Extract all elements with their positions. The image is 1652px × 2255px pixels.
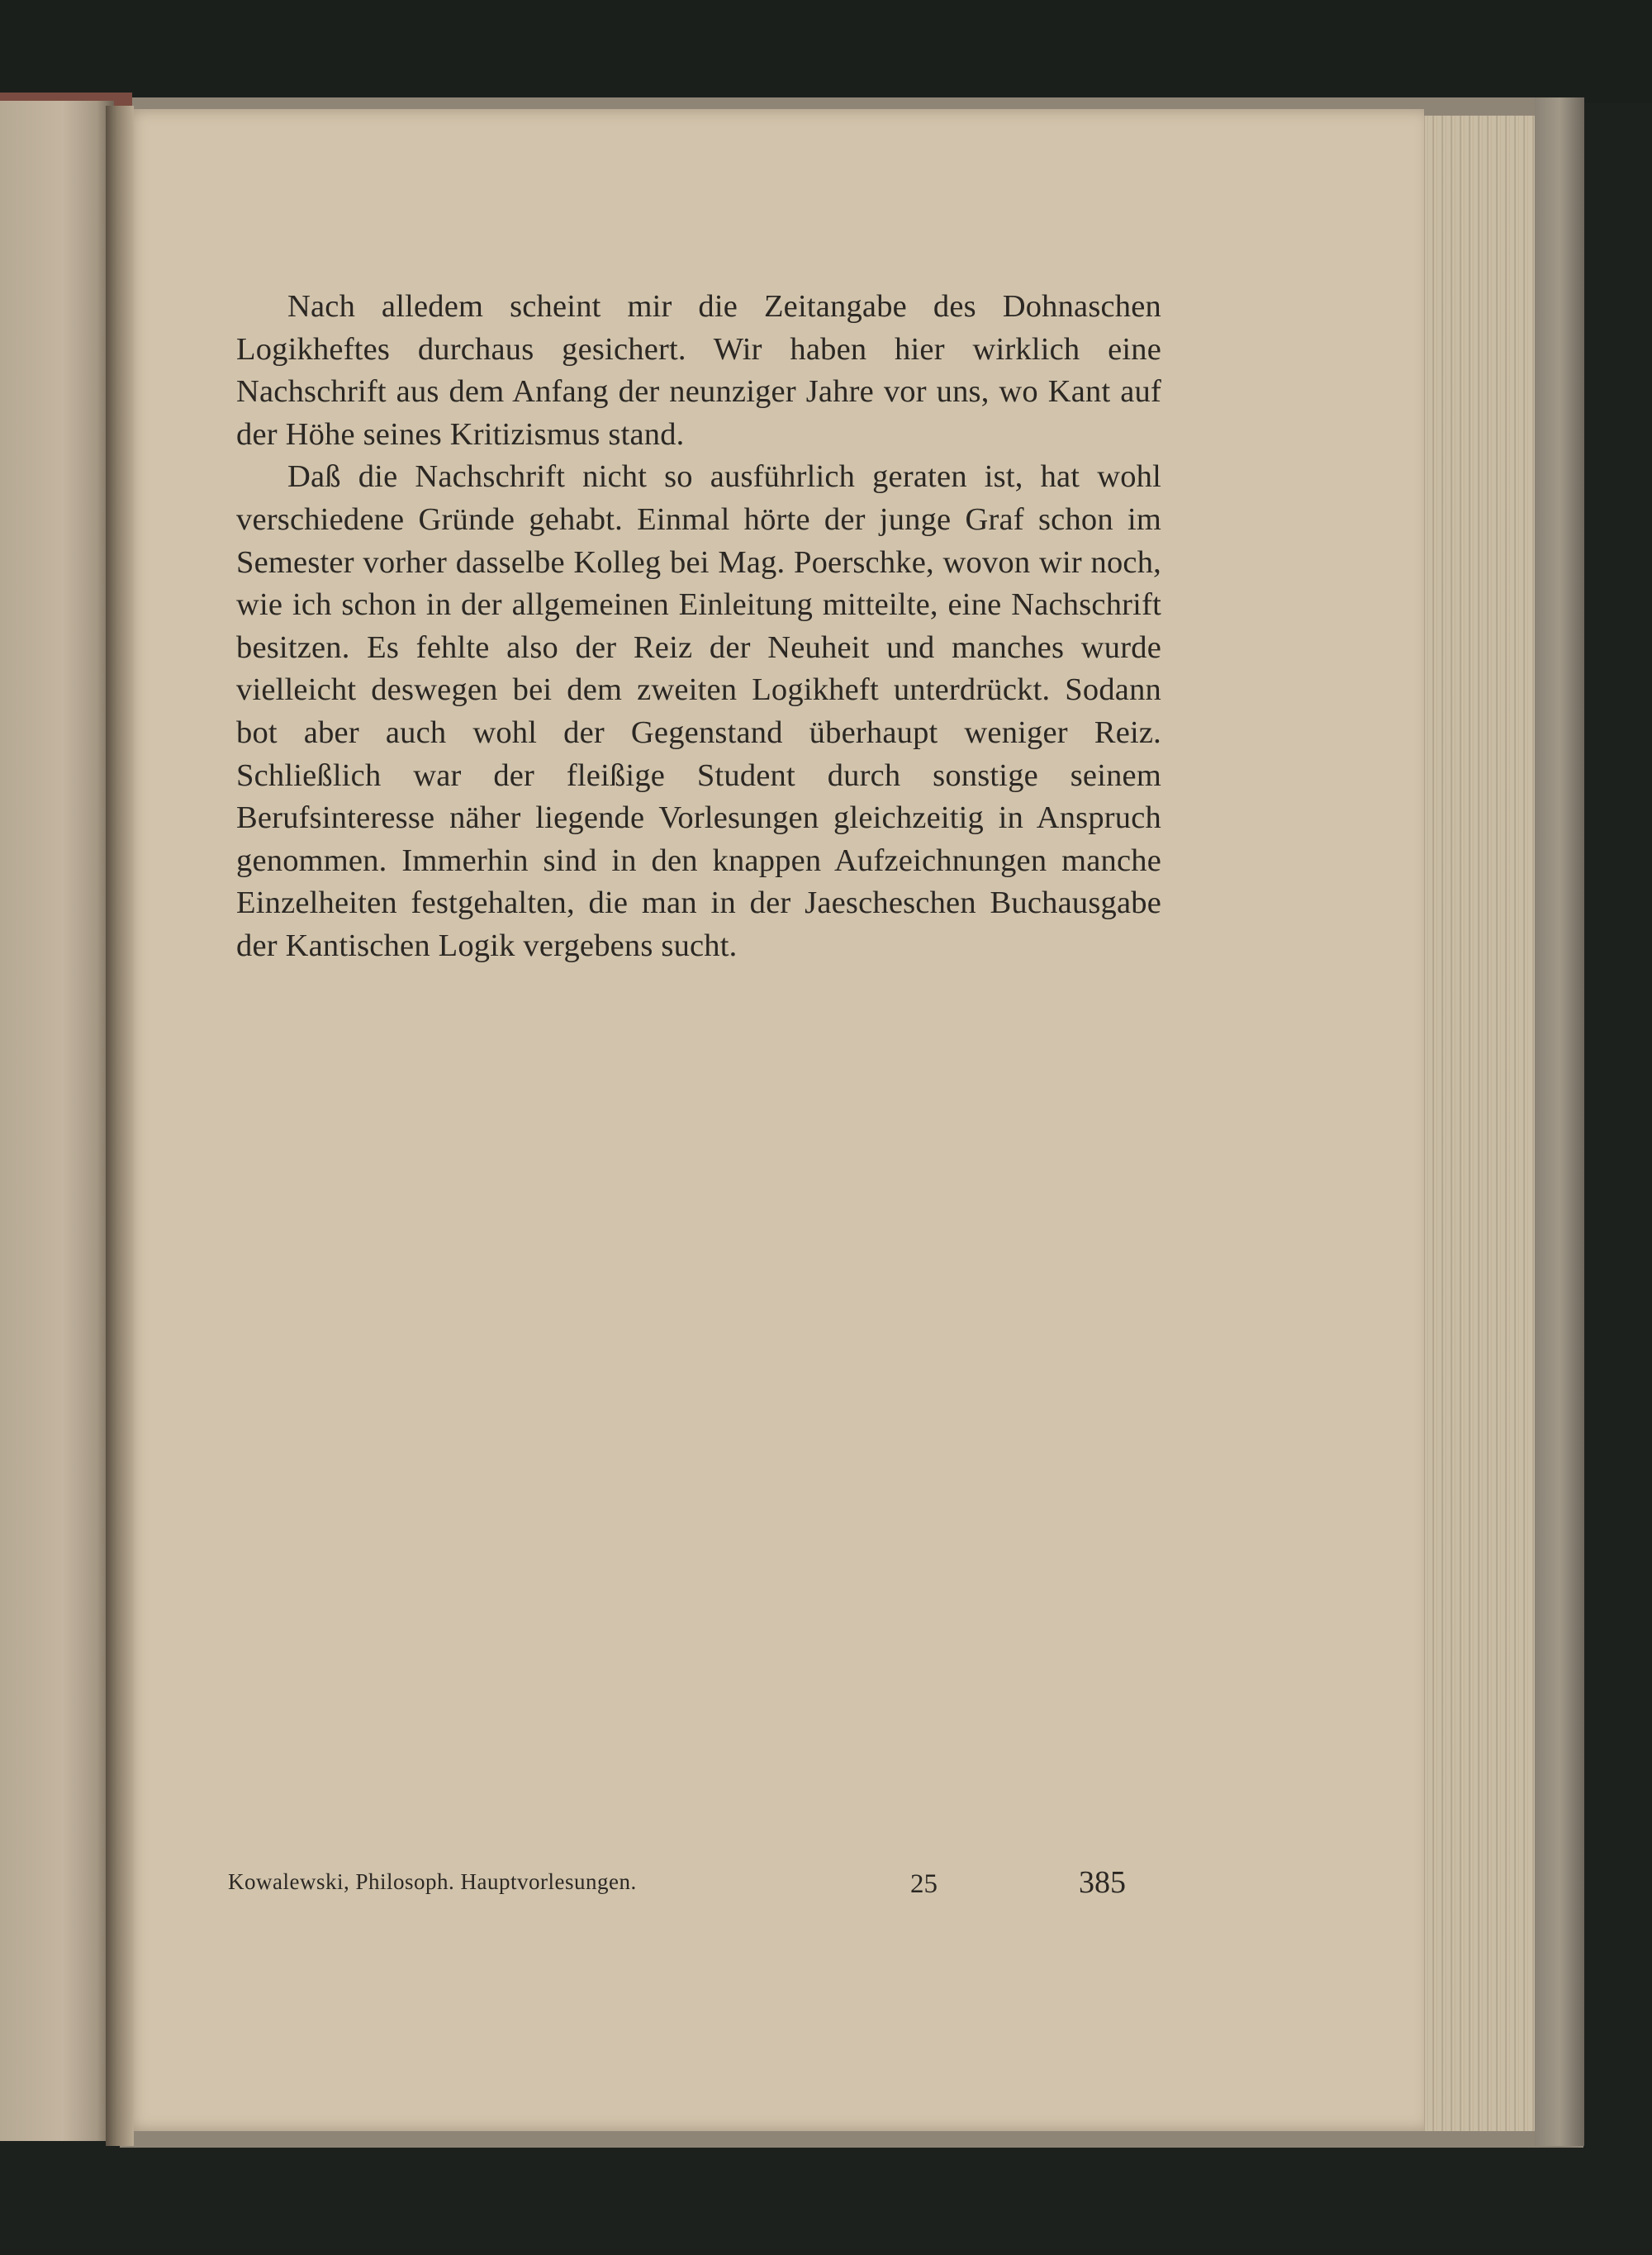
page-block-edges	[1419, 116, 1535, 2131]
paragraph-2: Daß die Nachschrift nicht so ausführlich geraten ist, hat wohl verschiedene Gründe gehabt. Einmal hörte der junge Graf schon im Semester vorher dasselbe Kolleg bei Mag. Poerschke, wovon wir noch, wie ich schon in der allgemeinen Einleitung mitteilte, eine Nachschrift besitzen. Es fehlte also der Reiz der Neuheit und manches wurde vielleicht deswegen bei dem zweiten Logikheft unterdrückt. Sodann bot aber auch wohl der Gegenstand überhaupt weniger Reiz. Schließlich war der fleißige Student durch sonstige seinem Berufsinteresse näher liegende Vorlesungen gleichzeitig in Anspruch genommen. Immerhin sind in den knappen Aufzeichnungen manche Einzelheiten festgehalten, die man in der Jaescheschen Buchausgabe der Kantischen Logik vergebens sucht.	[236, 459, 1161, 963]
page-gutter	[106, 106, 134, 2146]
previous-page-edge	[0, 101, 114, 2141]
right-cover-edge	[1535, 97, 1584, 2146]
page-footer	[228, 1863, 1161, 1904]
scanner-background	[0, 0, 1652, 103]
page-number: 385	[1079, 1865, 1126, 1900]
footer-imprint: Kowalewski, Philosoph. Hauptvorlesungen.	[228, 1869, 637, 1894]
signature-mark: 25	[910, 1869, 938, 1899]
paragraph-1: Nach alledem scheint mir die Zeitangabe des Dohnaschen Logikheftes durchaus gesichert. Wir haben hier wirklich eine Nachschrift aus dem Anfang der neunziger Jahre vor uns, wo Kant auf der Höhe seines Kritizismus stand.	[236, 289, 1161, 452]
body-text	[236, 286, 1161, 968]
